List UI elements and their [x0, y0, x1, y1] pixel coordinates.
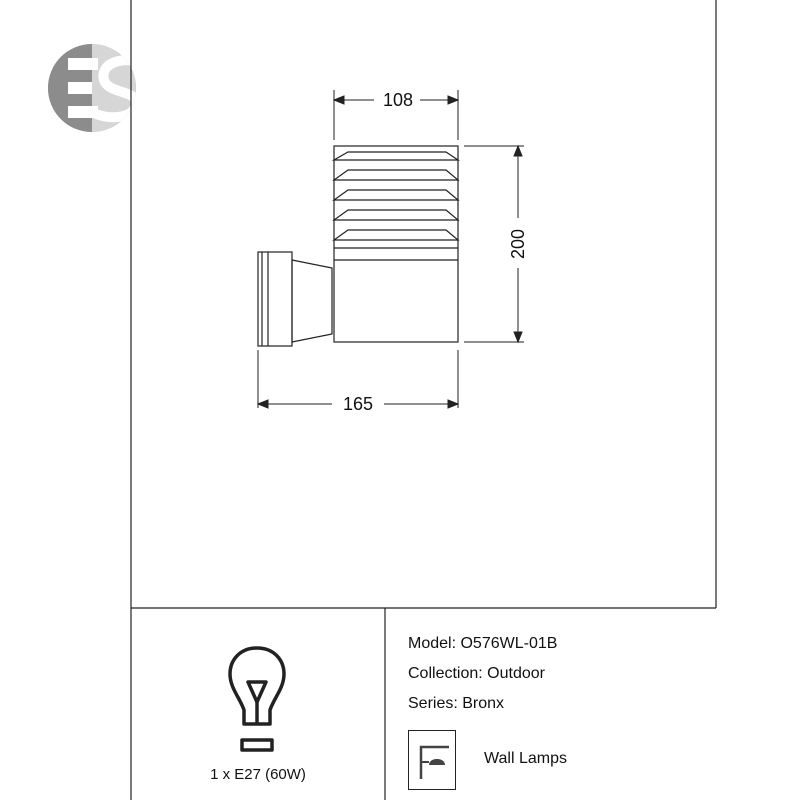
dimension-width-top-label: 108 [382, 90, 414, 110]
model-label: Model: O576WL-01B [408, 635, 558, 652]
dimension-height-label: 200 [508, 228, 528, 260]
wall-lamp-icon [408, 730, 456, 790]
collection-label: Collection: Outdoor [408, 665, 545, 682]
light-bulb-icon [224, 644, 290, 756]
lamp-outline [258, 146, 458, 346]
series-label: Series: Bronx [408, 695, 505, 712]
dimension-width-total-label: 165 [342, 394, 374, 414]
logo-text: ES [46, 27, 68, 44]
category-label: Wall Lamps [484, 750, 567, 767]
bulb-spec-label: 1 x E27 (60W) [210, 766, 306, 783]
